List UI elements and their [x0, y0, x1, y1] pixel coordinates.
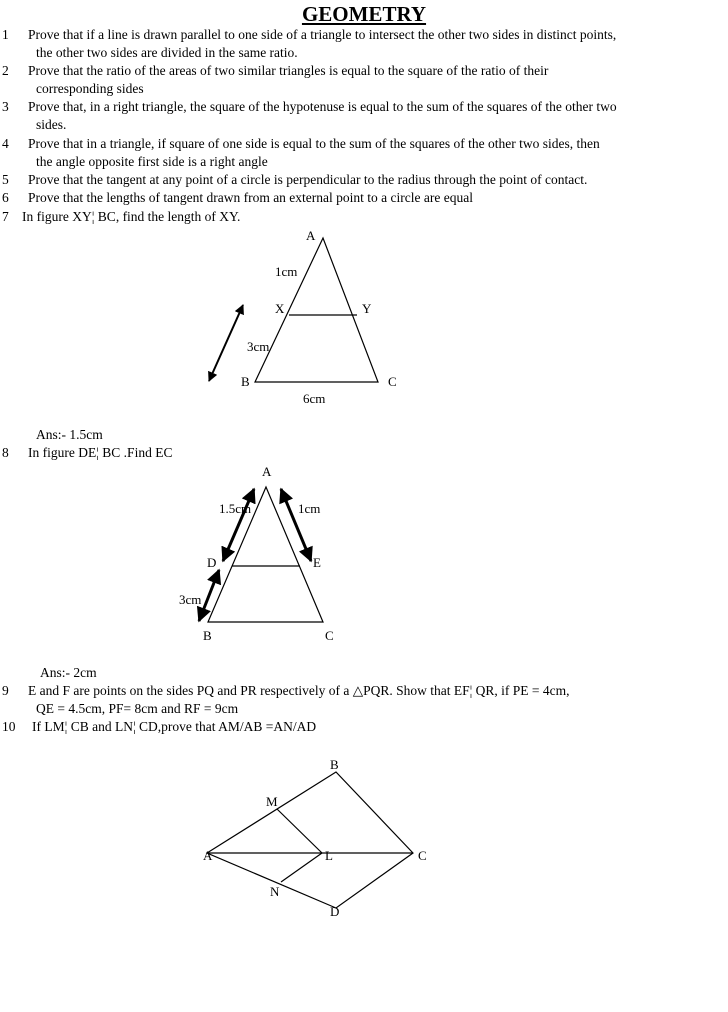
question-text: sides. [36, 117, 67, 132]
label-c: C [388, 374, 397, 389]
question-number: 3 [2, 99, 9, 114]
label-xb: 3cm [247, 339, 270, 354]
label-b: B [203, 628, 212, 643]
question-text: In figure XY¦ BC, find the length of XY. [22, 209, 241, 224]
label-d: D [207, 555, 217, 570]
label-a: A [203, 848, 213, 863]
label-c: C [418, 848, 427, 863]
question-number: 8 [2, 445, 9, 460]
question-number: 2 [2, 63, 9, 78]
figure-quadrilateral [207, 772, 413, 908]
label-x: X [275, 301, 285, 316]
question-text: QE = 4.5cm, PF= 8cm and RF = 9cm [36, 701, 239, 716]
question-text: E and F are points on the sides PQ and PR respectively of a △PQR. Show that EF¦ QR, if PE = 4cm, [28, 683, 570, 698]
label-bc: 6cm [303, 391, 326, 406]
question-text: Prove that in a triangle, if square of one side is equal to the sum of the squares of the other two sides, then [28, 136, 600, 151]
question-text: If LM¦ CB and LN¦ CD,prove that AM/AB =AN/AD [32, 719, 317, 734]
question-text: Prove that the ratio of the areas of two similar triangles is equal to the square of the ratio of their [28, 63, 549, 78]
label-m: M [266, 794, 278, 809]
question-text: the angle opposite first side is a right angle [36, 154, 268, 169]
label-ad: 1.5cm [219, 501, 252, 516]
question-number: 6 [2, 190, 9, 205]
question-text: Prove that the tangent at any point of a circle is perpendicular to the radius through the point of contact. [28, 172, 588, 187]
question-text: corresponding sides [36, 81, 144, 96]
label-a: A [306, 228, 316, 243]
question-number: 7 [2, 209, 9, 224]
length-arrow [209, 305, 243, 381]
question-number: 5 [2, 172, 9, 187]
label-ae: 1cm [298, 501, 321, 516]
answer: Ans:- 1.5cm [36, 427, 103, 442]
page-title: GEOMETRY [301, 2, 427, 26]
label-d: D [330, 904, 340, 919]
question-text: Prove that, in a right triangle, the square of the hypotenuse is equal to the sum of the squares of the other two [28, 99, 617, 114]
label-n: N [270, 884, 280, 899]
figure-triangle-xy [209, 238, 378, 382]
answer: Ans:- 2cm [40, 665, 97, 680]
label-b: B [241, 374, 250, 389]
label-l: L [325, 848, 333, 863]
label-ax: 1cm [275, 264, 298, 279]
length-arrow [199, 570, 219, 621]
question-number: 1 [2, 27, 9, 42]
question-number: 10 [2, 719, 16, 734]
label-b: B [330, 757, 339, 772]
label-a: A [262, 464, 272, 479]
label-y: Y [362, 301, 372, 316]
question-text: the other two sides are divided in the same ratio. [36, 45, 298, 60]
label-e: E [313, 555, 321, 570]
question-text: In figure DE¦ BC .Find EC [28, 445, 173, 460]
question-text: Prove that the lengths of tangent drawn from an external point to a circle are equal [28, 190, 473, 205]
question-number: 9 [2, 683, 9, 698]
label-db: 3cm [179, 592, 202, 607]
length-arrow [281, 489, 311, 561]
label-c: C [325, 628, 334, 643]
question-number: 4 [2, 136, 9, 151]
question-text: Prove that if a line is drawn parallel to one side of a triangle to intersect the other two sides in distinct points, [28, 27, 617, 42]
